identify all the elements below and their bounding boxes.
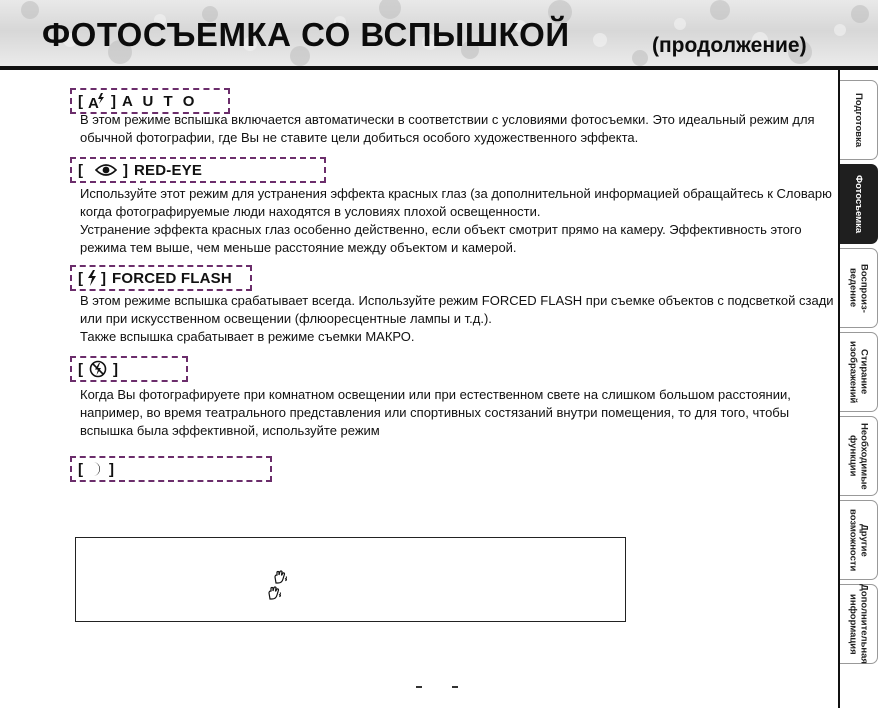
text-line: или при искусственном освещении (флюоресцентные лампы и т.д.). [80,311,492,326]
tab-additional-info[interactable] [840,584,878,664]
tab-label: Необходимые функции [847,422,870,490]
red-eye-mode-description [80,185,832,257]
text-line: Когда Вы фотографируете при комнатном освещении или при естественном свете на слишком большом расстоянии, [80,387,791,402]
forced-flash-icon [87,270,97,286]
tab-other-features[interactable] [840,500,878,580]
tab-essential-functions[interactable] [840,416,878,496]
tab-preparation[interactable] [840,80,878,160]
red-eye-icon [95,163,117,177]
close-bracket: ] [101,269,106,287]
flash-off-mode-heading [70,356,188,382]
mode-label: RED-EYE [134,161,203,179]
text-line: режима тем выше, чем меньше расстояние между объектом и камерой. [80,240,517,255]
tab-playback[interactable] [840,248,878,328]
camera-shake-icon [273,570,287,584]
text-line: когда фотографируемые люди находятся в условиях плохой освещенности. [80,204,541,219]
text-line: В этом режиме вспышка включается автоматически в соответствии с условиями фотосъемки. Это идеальный режим для [80,112,815,127]
close-bracket: ] [111,92,116,110]
text-line: Устранение эффекта красных глаз особенно действенно, если объект смотрит прямо на камеру. Эффективность этого [80,222,802,237]
auto-flash-icon [87,92,107,110]
tab-shooting[interactable] [840,164,878,244]
tab-label: Дополнительная информация [847,584,870,664]
tab-label: Фотосъемка [853,174,864,234]
mode-label: FORCED FLASH [112,269,232,287]
text-line: Также вспышка срабатывает в режиме съемки МАКРО. [80,329,415,344]
text-line: Используйте этот режим для устранения эффекта красных глаз (за дополнительной информацией обращайтесь к Словарю [80,186,832,201]
flash-off-icon [89,360,107,378]
close-bracket: ] [123,161,128,179]
open-bracket: [ [78,92,83,110]
header-rule [0,66,878,70]
page-number-mark [416,686,422,688]
header-banner [0,0,878,68]
text-line: обычной фотографии, где Вы не ставите цели добиться особого художественного эффекта. [80,130,639,145]
page-subtitle: (продолжение) [652,34,807,57]
page-title: ФОТОСЪЕМКА СО ВСПЫШКОЙ [42,16,570,53]
forced-flash-mode-description [80,292,834,346]
svg-text:A: A [88,95,99,110]
text-line: В этом режиме вспышка срабатывает всегда. Используйте режим FORCED FLASH при съемке объектов с подсветкой сзади [80,293,834,308]
auto-mode-description [80,111,820,147]
tab-label: Подготовка [853,92,864,148]
tab-label: Стирание изображений [847,340,870,404]
text-line: вспышка была эффективной, используйте режим [80,423,380,438]
mode-label: A U T O [122,92,198,110]
tab-label: Другие возможности [847,508,870,572]
page-number-mark [452,686,458,688]
open-bracket: [ [78,460,83,478]
close-bracket: ] [113,360,118,378]
note-box [75,537,626,622]
open-bracket: [ [78,269,83,287]
close-bracket: ] [109,460,114,478]
open-bracket: [ [78,360,83,378]
night-mode-heading [70,456,272,482]
open-bracket: [ [78,161,83,179]
night-mode-icon [89,461,103,477]
text-line: например, во время театрального представления или спортивных состязаний внутри помещения, то для того, чтобы [80,405,790,420]
tab-erasing[interactable] [840,332,878,412]
forced-flash-mode-heading [70,265,252,291]
camera-shake-icon [267,586,281,600]
flash-off-mode-description [80,386,820,440]
tab-label: Воспроиз- ведение [847,263,870,313]
red-eye-mode-heading [70,157,326,183]
